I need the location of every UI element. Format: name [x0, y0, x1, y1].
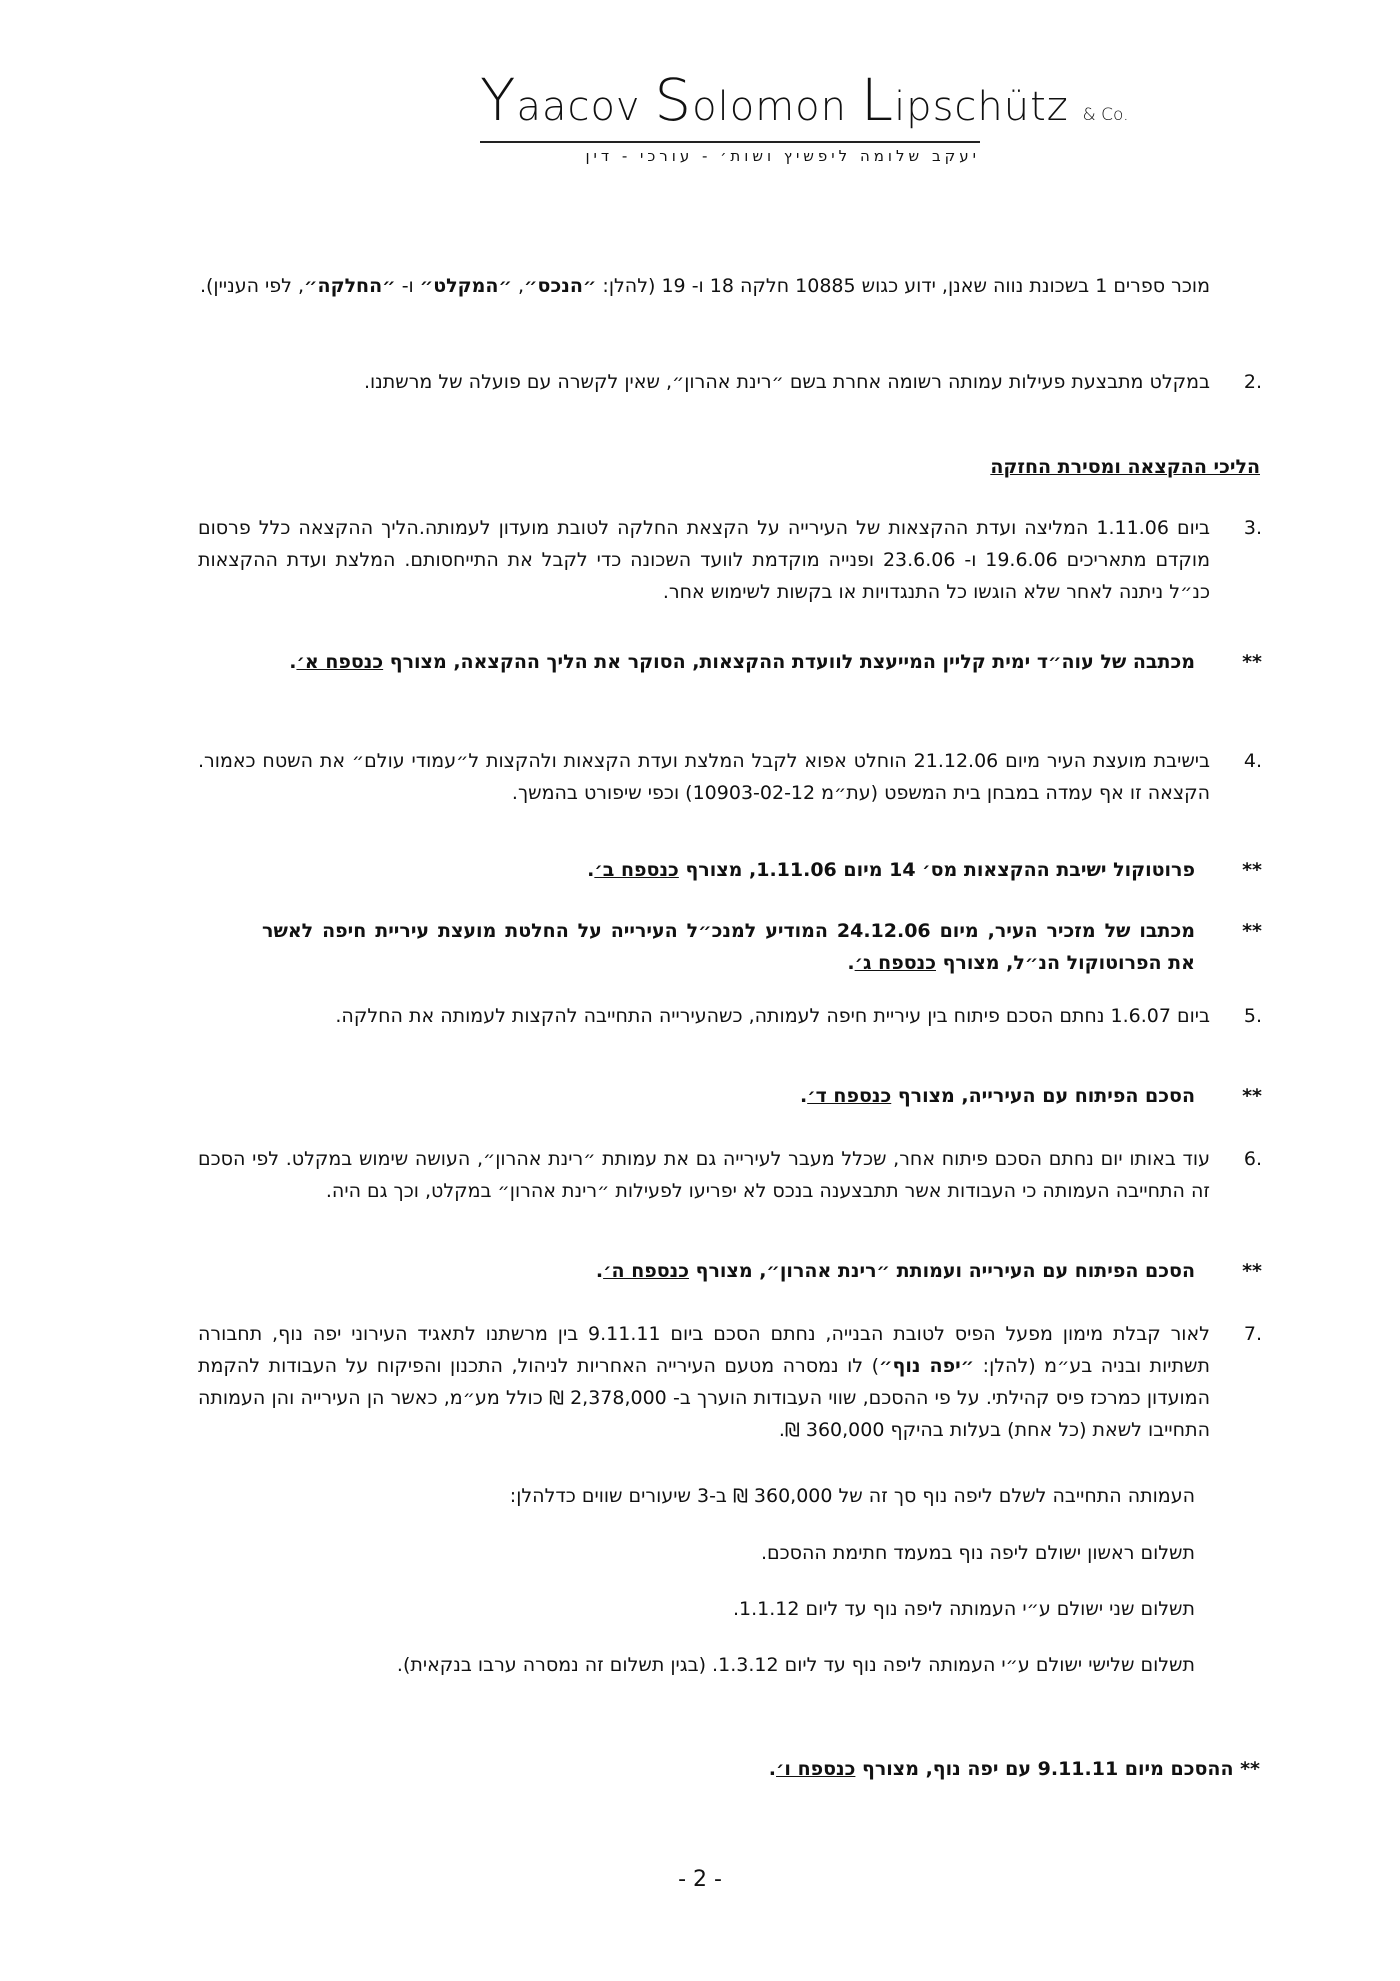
- firm-name-part-1: aacov: [516, 84, 641, 130]
- item-number-2: 2.: [1243, 371, 1262, 393]
- annex-a-end: .: [289, 651, 297, 673]
- payment-first: תשלום ראשון ישולם ליפה נוף במעמד חתימת ההסכם.: [760, 1542, 1195, 1564]
- annex-b-label: כנספח ב׳: [594, 859, 679, 881]
- bullet-marker-4: **: [1242, 1085, 1262, 1107]
- annex-c-reference: [262, 915, 1195, 979]
- defined-term-plot: ״החלקה״: [304, 275, 396, 297]
- annex-b-text: פרוטוקול ישיבת ההקצאות מס׳ 14 מיום 1.11.06, מצורף: [678, 859, 1195, 881]
- bullet-marker-1: **: [1242, 651, 1262, 673]
- annex-f-end: .: [768, 1758, 776, 1780]
- annex-b-end: .: [587, 859, 595, 881]
- annex-c-end: .: [847, 952, 855, 974]
- firm-name-initial-1: Y: [480, 66, 517, 134]
- firm-name-logo: [480, 66, 1129, 137]
- annex-a-text: מכתבה של עוה״ד ימית קליין המייעצת לוועדת ההקצאות, הסוקר את הליך ההקצאה, מצורף: [383, 651, 1195, 673]
- intro-sep-1: ,: [511, 275, 525, 297]
- item-3-text: ביום 1.11.06 המליצה ועדת ההקצאות של העירייה על הקצאת החלקה לטובת מועדון לעמותה.הליך ההקצאה כלל פרסום מוקדם מתאריכים 19.6.06 ו- 23.6.06 ופנייה מוקדמת לוועד השכונה כדי לקבל את התייחסותם. המלצת ועדת ההקצאות כנ״ל ניתנה לאחר שלא הוגשו כל התנגדויות או בקשות לשימוש אחר.: [198, 517, 1210, 603]
- firm-name-hebrew: יעקב שלומה ליפשיץ ושות׳ - עורכי - דין: [585, 147, 980, 165]
- payment-second: תשלום שני ישולם ע״י העמותה ליפה נוף עד ליום 1.1.12.: [732, 1598, 1195, 1620]
- payment-terms-intro: העמותה התחייבה לשלם ליפה נוף סך זה של 360,000 ₪ ב-3 שיעורים שווים כדלהלן:: [509, 1485, 1195, 1507]
- annex-f-label: כנספח ו׳: [776, 1758, 856, 1780]
- page-number: - 2 -: [678, 1867, 722, 1892]
- annex-c-label: כנספח ג׳: [854, 952, 936, 974]
- intro-text-b: , לפי העניין).: [199, 275, 305, 297]
- item-number-3: 3.: [1243, 517, 1262, 539]
- annex-d-label: כנספח ד׳: [807, 1085, 892, 1107]
- firm-name-part-3: ipschütz: [894, 84, 1069, 130]
- intro-paragraph: [198, 270, 1210, 302]
- item-5-text: ביום 1.6.07 נחתם הסכם פיתוח בין עיריית חיפה לעמותה, כשהעירייה התחייבה להקצות לעמותה את החלקה.: [335, 1005, 1210, 1027]
- firm-name-initial-2: S: [654, 66, 693, 134]
- firm-name-part-2: olomon: [692, 84, 848, 130]
- annex-d-reference: [600, 1080, 1195, 1112]
- defined-term-property: ״הנכס״: [524, 275, 597, 297]
- payment-third: תשלום שלישי ישולם ע״י העמותה ליפה נוף עד ליום 1.3.12. (בגין תשלום זה נמסרה ערבו בנקאית).: [396, 1654, 1195, 1676]
- annex-f-text: ההסכם מיום 9.11.11 עם יפה נוף, מצורף: [855, 1758, 1241, 1780]
- annex-b-reference: [480, 854, 1195, 886]
- annex-a-reference: [280, 646, 1195, 678]
- item-7-text-b: ) לו נמסרה מטעם העירייה האחריות לניהול, התכנון והפיקוח על העבודות להקמת המועדון כמרכז פיס קהילתי. על פי ההסכם, שווי העבודות הוערך ב- 2,378,000 ₪ כולל מע״מ, כאשר הן העירייה והן העמותה התחייבו לשאת (כל אחת) בעלות בהיקף 360,000 ₪.: [198, 1355, 1210, 1441]
- annex-d-end: .: [799, 1085, 808, 1107]
- annex-c-text: מכתבו של מזכיר העיר, מיום 24.12.06 המודיע למנכ״ל העירייה על החלטת מועצת עיריית חיפה לאשר את הפרוטוקול הנ״ל, מצורף: [262, 920, 1195, 974]
- annex-e-text: הסכם הפיתוח עם העירייה ועמותת ״רינת אהרון״, מצורף: [689, 1260, 1195, 1282]
- item-6-text: עוד באותו יום נחתם הסכם פיתוח אחר, שכלל מעבר לעירייה גם את עמותת ״רינת אהרון״, העושה שימוש במקלט. לפי הסכם זה התחייבה העמותה כי העבודות אשר תתבצענה בנכס לא יפריעו לפעילות ״רינת אהרון״ במקלט, וכך גם היה.: [198, 1148, 1210, 1202]
- section-heading: הליכי ההקצאה ומסירת החזקה: [990, 456, 1260, 478]
- item-number-4: 4.: [1243, 750, 1262, 772]
- letterhead-rule: [480, 141, 980, 143]
- intro-sep-2: ו-: [395, 275, 420, 297]
- letterhead: [480, 66, 1129, 165]
- annex-d-text: הסכם הפיתוח עם העירייה, מצורף: [891, 1085, 1195, 1107]
- annex-e-end: .: [595, 1260, 604, 1282]
- item-7-text-a: לאור קבלת מימון מפעל הפיס לטובת הבנייה, נחתם הסכם ביום 9.11.11 בין מרשתנו לתאגיד העירוני יפה נוף, תחבורה תשתיות ובניה בע״מ (להלן:: [198, 1323, 1210, 1377]
- bullet-marker-5: **: [1242, 1260, 1262, 1282]
- firm-name-initial-3: L: [860, 66, 895, 134]
- item-number-5: 5.: [1243, 1005, 1262, 1027]
- bullet-marker-2: **: [1242, 859, 1262, 881]
- annex-e-label: כנספח ה׳: [603, 1260, 690, 1282]
- item-2-text: במקלט מתבצעת פעילות עמותה רשומה אחרת בשם ״רינת אהרון״, שאין לקשרה עם פועלה של מרשתנו.: [363, 371, 1210, 393]
- bullet-marker-3: **: [1242, 920, 1262, 942]
- defined-term-yefe-nof: ״יפה נוף״: [879, 1355, 975, 1377]
- bullet-marker-6: **: [1240, 1758, 1260, 1780]
- annex-a-label: כנספח א׳: [296, 651, 384, 673]
- annex-f-reference: [600, 1753, 1260, 1785]
- item-7-text: [198, 1318, 1210, 1446]
- item-number-6: 6.: [1243, 1148, 1262, 1170]
- annex-e-reference: [480, 1255, 1195, 1287]
- intro-text-a: מוכר ספרים 1 בשכונת נווה שאנן, ידוע כגוש 10885 חלקה 18 ו- 19 (להלן:: [596, 275, 1210, 297]
- defined-term-shelter: ״המקלט״: [419, 275, 512, 297]
- firm-name-suffix: & Co.: [1082, 105, 1129, 125]
- item-4-text: בישיבת מועצת העיר מיום 21.12.06 הוחלט אפוא לקבל המלצת ועדת הקצאות ולהקצות ל״עמודי עולם״ את השטח כאמור. הקצאה זו אף עמדה במבחן בית המשפט (עת״מ 10903-02-12) וכפי שיפורט בהמשך.: [198, 750, 1211, 804]
- item-number-7: 7.: [1243, 1323, 1262, 1345]
